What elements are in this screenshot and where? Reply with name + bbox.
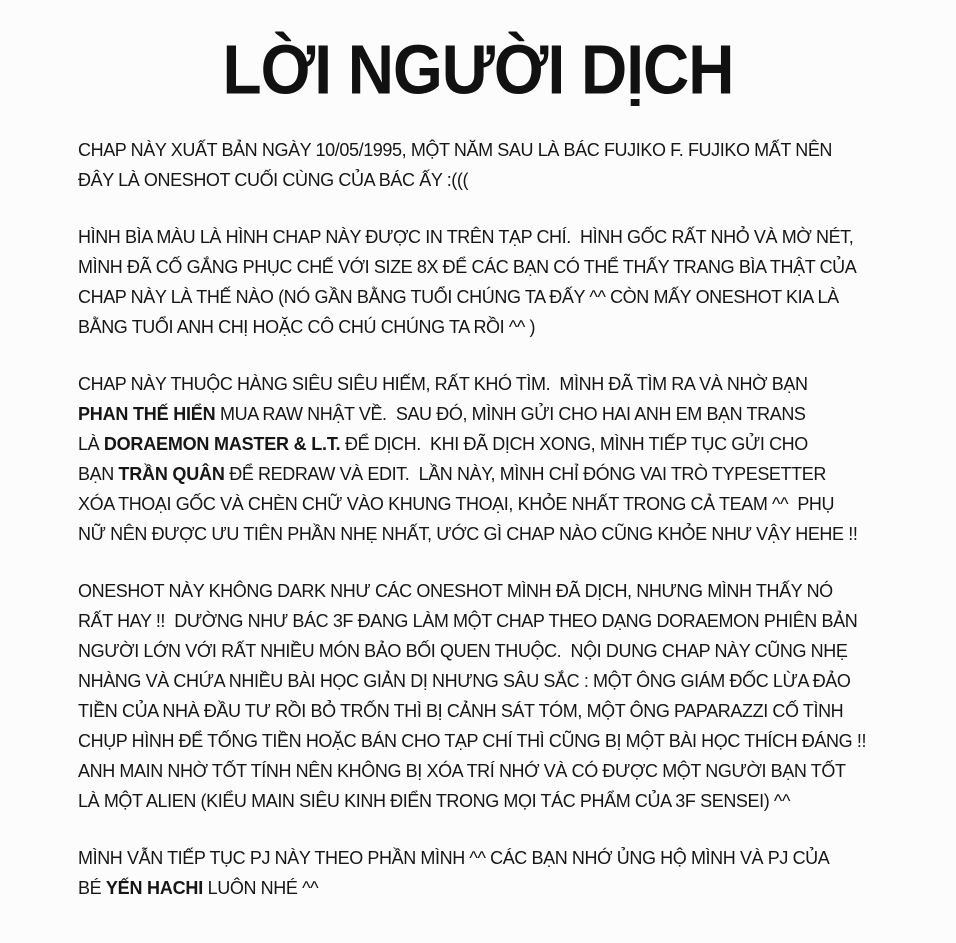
text-line (78, 696, 916, 726)
text-line (78, 756, 916, 786)
text-line (78, 636, 916, 666)
text-line (78, 459, 916, 489)
translator-note-text-block (78, 135, 916, 903)
text-line (78, 843, 916, 873)
text-segment: CHAP NÀY XUẤT BẢN NGÀY 10/05/1995, MỘT NĂM SAU LÀ BÁC FUJIKO F. FUJIKO MẤT NÊN (78, 140, 833, 161)
text-segment: LÀ MỘT ALIEN (KIỂU MAIN SIÊU KINH ĐIỂN TRONG MỌI TÁC PHẨM CỦA 3F SENSEI) ^^ (78, 791, 791, 812)
text-line (78, 576, 916, 606)
paragraph-5 (78, 843, 916, 903)
paragraph-2 (78, 222, 916, 342)
text-segment: LÀ (78, 434, 104, 455)
text-line (78, 252, 916, 282)
text-segment: XÓA THOẠI GỐC VÀ CHÈN CHỮ VÀO KHUNG THOẠI, KHỎE NHẤT TRONG CẢ TEAM ^^ PHỤ (78, 494, 835, 515)
highlighted-name: YẾN HACHI (105, 878, 204, 899)
paragraph-3 (78, 369, 916, 549)
text-segment: ĐÂY LÀ ONESHOT CUỐI CÙNG CỦA BÁC ẤY :((( (78, 170, 469, 191)
text-line (78, 429, 916, 459)
text-line (78, 312, 916, 342)
text-line (78, 606, 916, 636)
text-line (78, 489, 916, 519)
highlighted-name: DORAEMON MASTER & L.T. (103, 434, 341, 455)
text-line (78, 666, 916, 696)
text-segment: ONESHOT NÀY KHÔNG DARK NHƯ CÁC ONESHOT MÌNH ĐÃ DỊCH, NHƯNG MÌNH THẤY NÓ (78, 581, 833, 602)
text-segment: CHAP NÀY LÀ THẾ NÀO (NÓ GẦN BẰNG TUỔI CHÚNG TA ĐẤY ^^ CÒN MẤY ONESHOT KIA LÀ (78, 287, 839, 308)
text-line (78, 786, 916, 816)
text-line (78, 369, 916, 399)
text-line (78, 282, 916, 312)
text-segment: BẠN (78, 464, 119, 485)
text-segment: NGƯỜI LỚN VỚI RẤT NHIỀU MÓN BẢO BỐI QUEN THUỘC. NỘI DUNG CHAP NÀY CŨNG NHẸ (78, 641, 848, 662)
text-segment: CHỤP HÌNH ĐỂ TỐNG TIỀN HOẶC BÁN CHO TẠP CHÍ THÌ CŨNG BỊ MỘT BÀI HỌC THÍCH ĐÁNG !! (78, 731, 867, 752)
text-segment: MUA RAW NHẬT VỀ. SAU ĐÓ, MÌNH GỬI CHO HAI ANH EM BẠN TRANS (215, 404, 806, 425)
text-segment: RẤT HAY !! DƯỜNG NHƯ BÁC 3F ĐANG LÀM MỘT CHAP THEO DẠNG DORAEMON PHIÊN BẢN (78, 611, 858, 632)
text-segment: MÌNH ĐÃ CỐ GẮNG PHỤC CHẾ VỚI SIZE 8X ĐỂ CÁC BẠN CÓ THỂ THẤY TRANG BÌA THẬT CỦA (78, 257, 857, 278)
text-line (78, 165, 916, 195)
text-segment: NHÀNG VÀ CHỨA NHIỀU BÀI HỌC GIẢN DỊ NHƯNG SÂU SẮC : MỘT ÔNG GIÁM ĐỐC LỪA ĐẢO (78, 671, 851, 692)
text-segment: BÉ (78, 878, 106, 899)
paragraph-1 (78, 135, 916, 195)
text-line (78, 222, 916, 252)
text-line (78, 873, 916, 903)
highlighted-name: PHAN THẾ HIỂN (78, 404, 216, 425)
page-title: LỜI NGƯỜI DỊCH (222, 30, 734, 109)
text-line (78, 519, 916, 549)
highlighted-name: TRẦN QUÂN (118, 464, 225, 485)
text-segment: LUÔN NHÉ ^^ (203, 878, 319, 899)
text-segment: ANH MAIN NHỜ TỐT TÍNH NÊN KHÔNG BỊ XÓA TRÍ NHỚ VÀ CÓ ĐƯỢC MỘT NGƯỜI BẠN TỐT (78, 761, 846, 782)
text-segment: NỮ NÊN ĐƯỢC ƯU TIÊN PHẦN NHẸ NHẤT, ƯỚC GÌ CHAP NÀO CŨNG KHỎE NHƯ VẬY HEHE !! (78, 524, 858, 545)
text-line (78, 399, 916, 429)
text-line (78, 135, 916, 165)
text-segment: BẰNG TUỔI ANH CHỊ HOẶC CÔ CHÚ CHÚNG TA RỒI ^^ ) (78, 317, 536, 338)
text-line (78, 726, 916, 756)
text-segment: TIỀN CỦA NHÀ ĐẦU TƯ RỒI BỎ TRỐN THÌ BỊ CẢNH SÁT TÓM, MỘT ÔNG PAPARAZZI CỐ TÌNH (78, 701, 844, 722)
text-segment: CHAP NÀY THUỘC HÀNG SIÊU SIÊU HIẾM, RẤT KHÓ TÌM. MÌNH ĐÃ TÌM RA VÀ NHỜ BẠN (78, 374, 808, 395)
translator-note-page (0, 30, 956, 943)
text-segment: MÌNH VẪN TIẾP TỤC PJ NÀY THEO PHẦN MÌNH ^^ CÁC BẠN NHỚ ỦNG HỘ MÌNH VÀ PJ CỦA (78, 848, 830, 869)
text-segment: ĐỂ REDRAW VÀ EDIT. LẦN NÀY, MÌNH CHỈ ĐÓNG VAI TRÒ TYPESETTER (224, 464, 826, 485)
paragraph-4 (78, 576, 916, 816)
text-segment: HÌNH BÌA MÀU LÀ HÌNH CHAP NÀY ĐƯỢC IN TRÊN TẠP CHÍ. HÌNH GỐC RẤT NHỎ VÀ MỜ NÉT, (78, 227, 854, 248)
text-segment: ĐỂ DỊCH. KHI ĐÃ DỊCH XONG, MÌNH TIẾP TỤC GỬI CHO (340, 434, 808, 455)
